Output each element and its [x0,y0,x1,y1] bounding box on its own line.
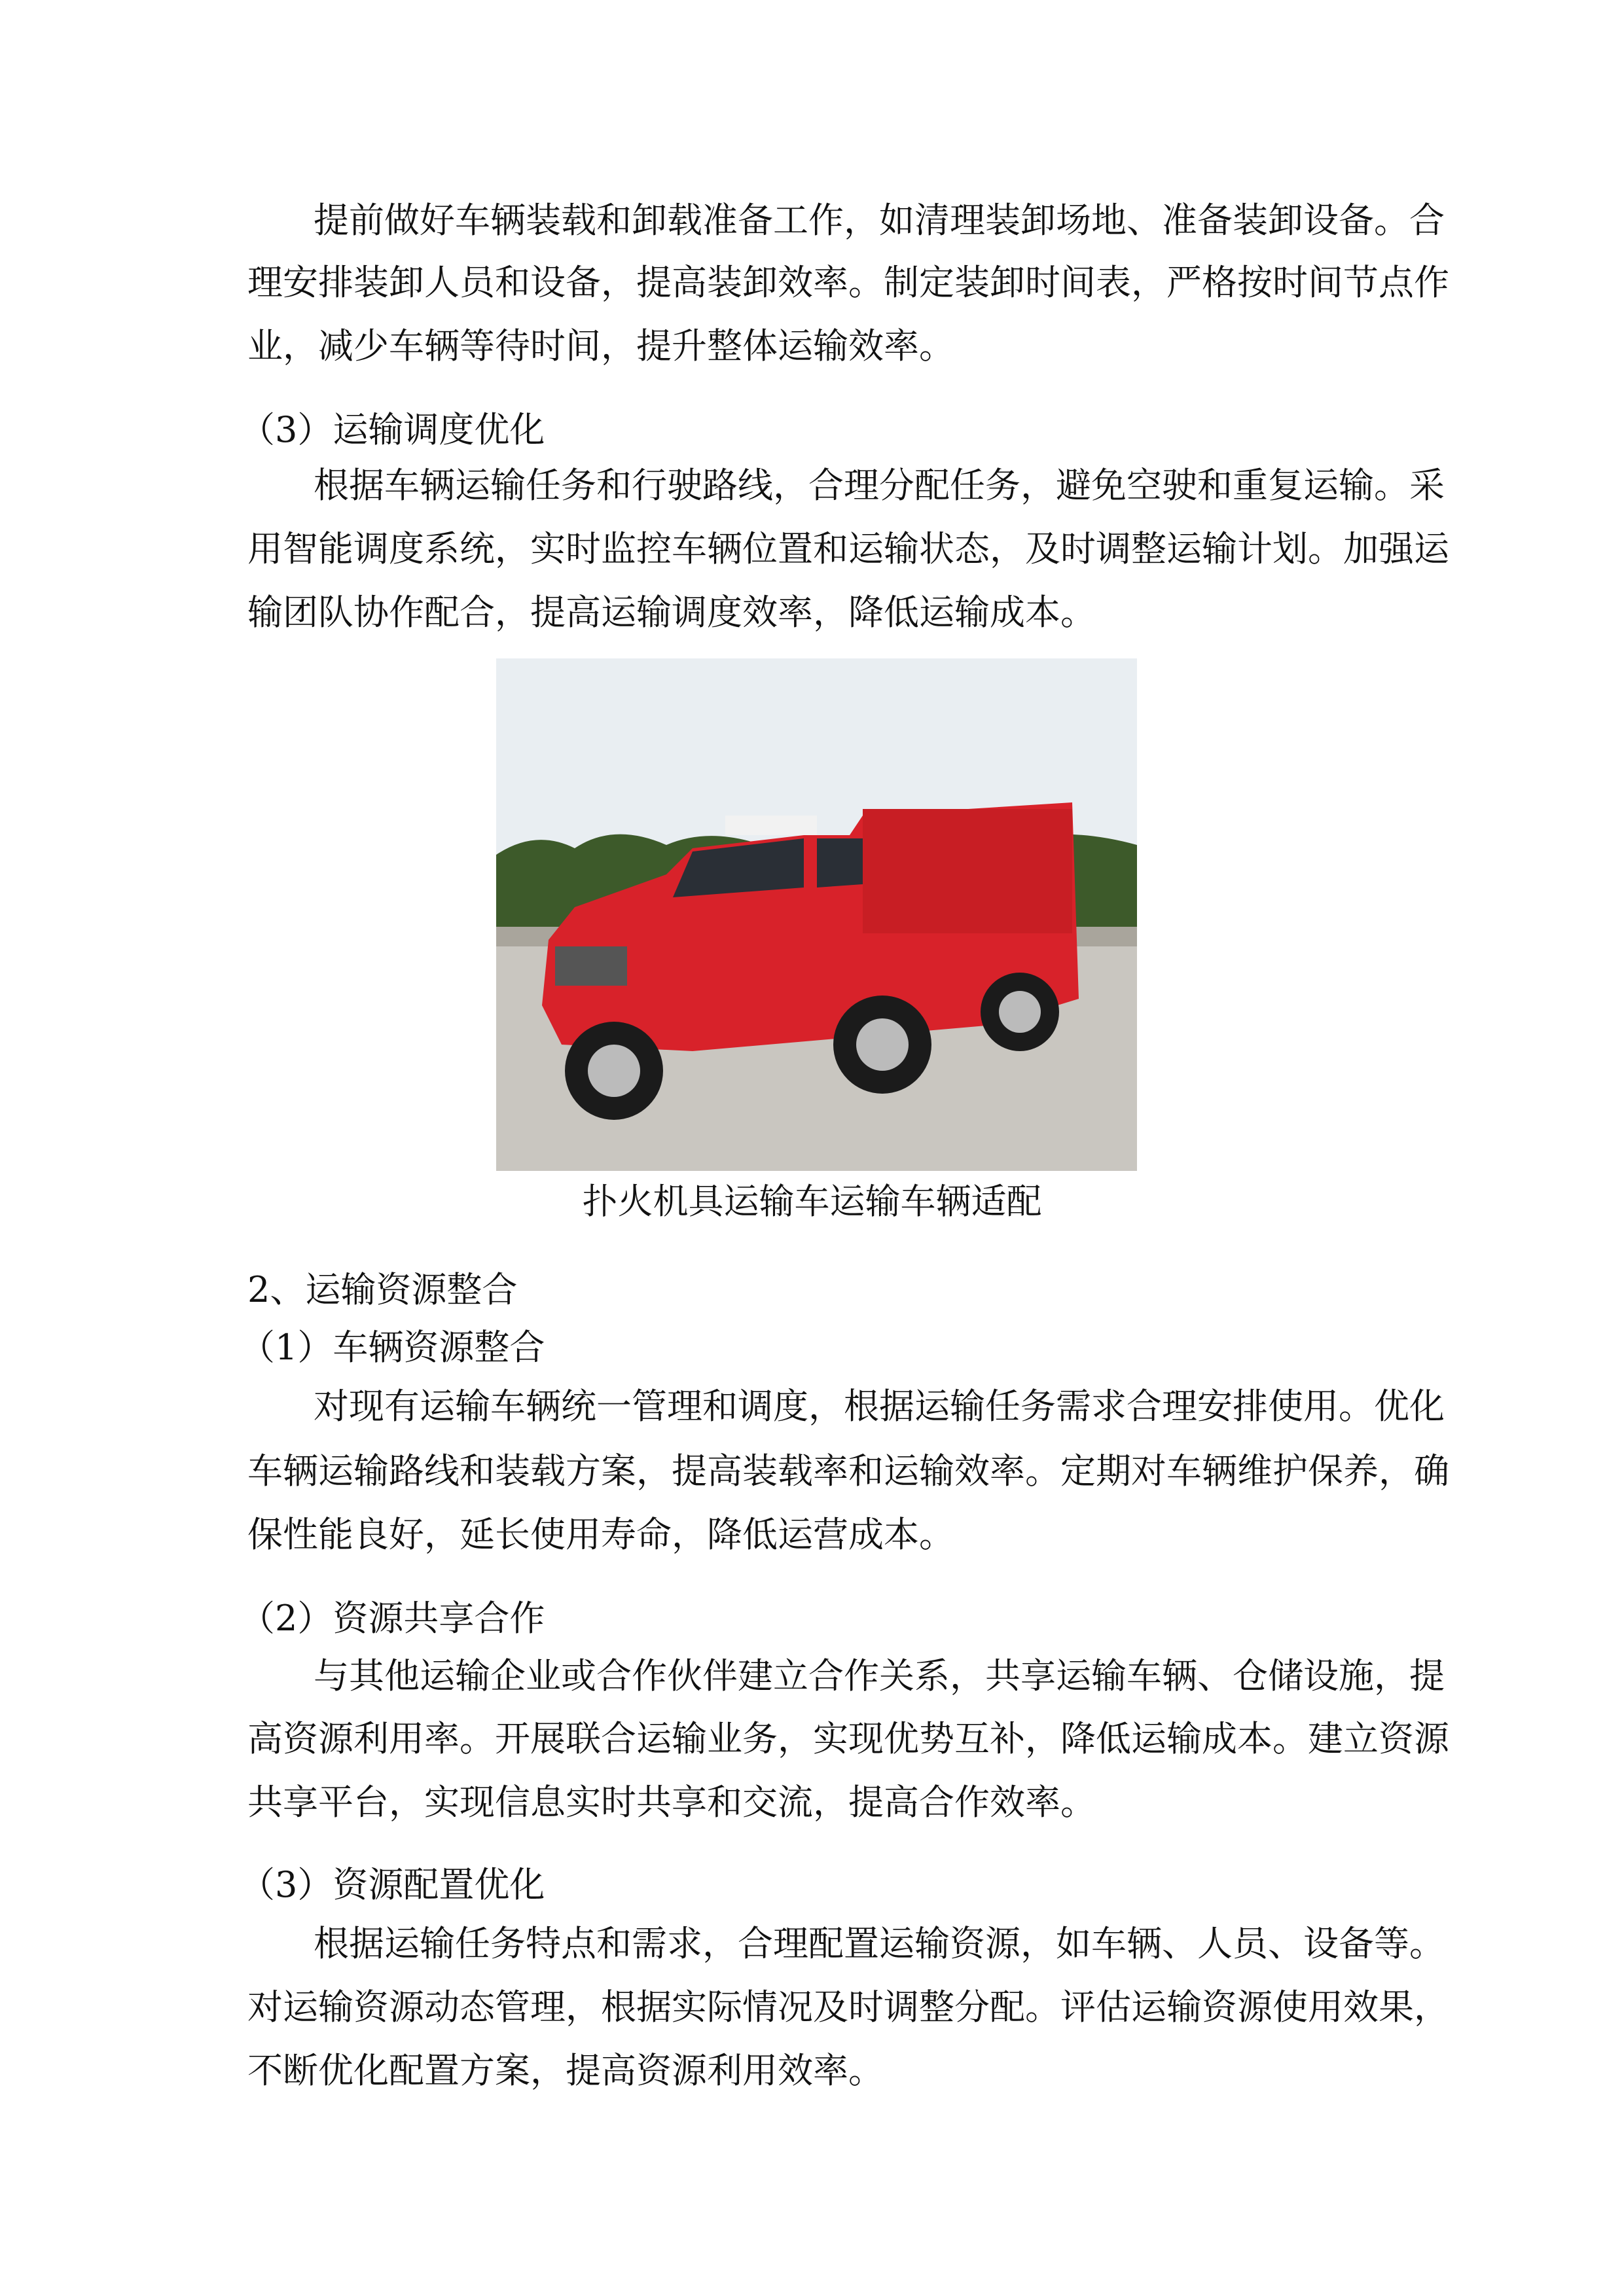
paragraph-line: 业，减少车辆等待时间，提升整体运输效率。 [247,325,954,367]
paragraph-line: 根据运输任务特点和需求，合理配置运输资源，如车辆、人员、设备等。 [314,1923,1445,1964]
section-heading: 2、运输资源整合 [247,1269,518,1310]
paragraph-line: 高资源利用率。开展联合运输业务，实现优势互补，降低运输成本。建立资源 [247,1718,1449,1759]
paragraph-line: 用智能调度系统，实时监控车辆位置和运输状态，及时调整运输计划。加强运 [247,528,1449,569]
subheading: （1）车辆资源整合 [240,1327,545,1368]
paragraph-line: 根据车辆运输任务和行驶路线，合理分配任务，避免空驶和重复运输。采 [314,465,1445,506]
subheading: （2）资源共享合作 [240,1598,545,1639]
paragraph-line: 对现有运输车辆统一管理和调度，根据运输任务需求合理安排使用。优化 [314,1386,1445,1427]
paragraph-line: 输团队协作配合，提高运输调度效率，降低运输成本。 [247,592,1096,633]
paragraph-line: 理安排装卸人员和设备，提高装卸效率。制定装卸时间表，严格按时间节点作 [247,262,1449,303]
paragraph-line: 不断优化配置方案，提高资源利用效率。 [247,2050,884,2091]
subheading: （3）运输调度优化 [240,409,545,450]
paragraph-line: 保性能良好，延长使用寿命，降低运营成本。 [247,1514,954,1555]
paragraph-line: 车辆运输路线和装载方案，提高装载率和运输效率。定期对车辆维护保养，确 [247,1450,1449,1492]
paragraph-line: 与其他运输企业或合作伙伴建立合作关系，共享运输车辆、仓储设施，提 [314,1655,1445,1696]
fire-truck-photo [496,658,1137,1171]
subheading: （3）资源配置优化 [240,1864,545,1905]
paragraph-line: 共享平台，实现信息实时共享和交流，提高合作效率。 [247,1782,1096,1823]
paragraph-line: 对运输资源动态管理，根据实际情况及时调整分配。评估运输资源使用效果， [247,1986,1449,2028]
paragraph-line: 提前做好车辆装载和卸载准备工作，如清理装卸场地、准备装卸设备。合 [314,200,1445,241]
figure-caption: 扑火机具运输车运输车辆适配 [582,1181,1042,1222]
